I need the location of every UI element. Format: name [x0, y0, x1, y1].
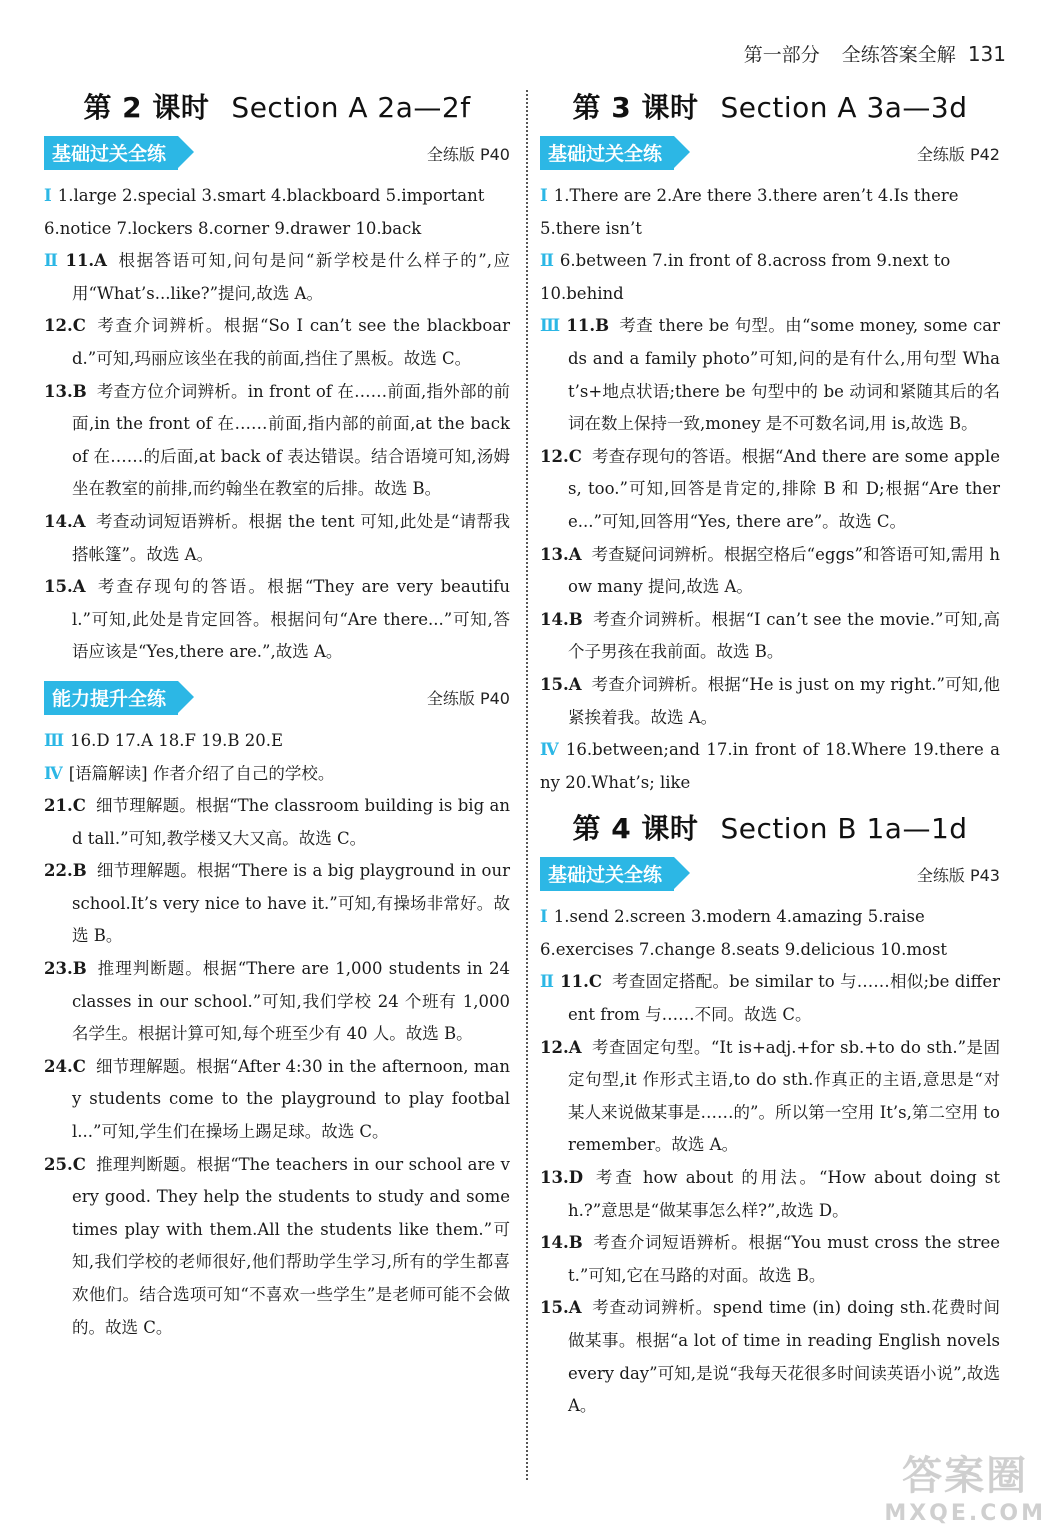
answer-text: 16.D 17.A 18.F 19.B 20.E — [70, 730, 284, 750]
answer-text: 1.large 2.special 3.smart 4.blackboard 5.important — [57, 186, 485, 205]
right-column — [540, 80, 1000, 1423]
answer-explanation: 考查动词短语辨析。根据 the tent 可知,此处是“请帮我搭帐篷”。故选 A。 — [72, 511, 510, 564]
answer-line — [540, 1292, 1000, 1422]
answer-line — [540, 1032, 1000, 1162]
page-reference: 全练版 P40 — [426, 144, 510, 164]
answer-block — [540, 901, 1000, 1423]
answer-line — [44, 180, 510, 213]
answer-line — [540, 539, 1000, 604]
answer-explanation: 考查疑问词辨析。根据空格后“eggs”和答语可知,需用 how many 提问,故选 A。 — [568, 544, 1000, 597]
answer-line — [44, 213, 510, 246]
roman-numeral: Ⅲ — [540, 316, 561, 336]
answer-explanation: 推理判断题。根据“There are 1,000 students in 24 classes in our school.”可知,我们学校 24 个班有 1,000名学生。根据计算可知,每个班至少有 40 人。故选 B。 — [72, 959, 510, 1044]
roman-numeral: Ⅳ — [44, 763, 63, 783]
page-number: 131 — [967, 42, 1006, 66]
question-number: 12.C — [44, 316, 86, 336]
answer-line — [540, 901, 1000, 934]
question-number: 23.B — [44, 959, 87, 979]
question-number: 13.D — [540, 1168, 584, 1188]
question-number: 15.A — [540, 674, 582, 694]
section-badge: 基础过关全练 — [540, 857, 674, 891]
answer-explanation: 考查方位介词辨析。in front of 在……前面,指外部的前面,in the front of 在……前面,指内部的前面,at the back of 在……的后面,at back of 表达错误。结合语境可知,汤姆坐在教室的前排,而约翰坐在教室的后排。故选 B。 — [72, 381, 510, 499]
answer-explanation: 考查动词辨析。spend time (in) doing sth.花费时间做某事。根据“a lot of time in reading English novels every day”可知,是说“我每天花很多时间读英语小说”,故选 A。 — [568, 1298, 1000, 1416]
roman-numeral: Ⅱ — [540, 972, 555, 992]
column-divider — [526, 90, 528, 1480]
answer-line — [44, 310, 510, 375]
answer-explanation: 考查 there be 句型。由“some money, some cards and a family photo”可知,问的是有什么,用句型 What’s+地点状语;there be 句型中的 be 动词和紧随其后的名词在数上保持一致,money 是不可数名词,用 is,故选 B。 — [568, 316, 1001, 434]
answer-line — [44, 571, 510, 669]
lesson-title — [540, 86, 1000, 126]
answer-text: 6.between 7.in front of 8.across from 9.next to — [559, 251, 951, 271]
section-bar — [44, 681, 510, 715]
answer-line — [540, 310, 1000, 440]
lesson-section: Section A 3a—3d — [720, 91, 968, 124]
answer-line — [44, 1051, 510, 1149]
roman-numeral: Ⅲ — [44, 730, 65, 750]
answer-explanation: 细节理解题。根据“The classroom building is big and tall.”可知,教学楼又大又高。故选 C。 — [72, 796, 510, 848]
roman-numeral: Ⅱ — [44, 251, 60, 271]
answer-text: 16.between;and 17.in front of 18.Where 19.there any 20.What’s; like — [540, 740, 1000, 792]
answer-explanation: 考查介词辨析。根据“I can’t see the movie.”可知,高个子男孩在我前面。故选 B。 — [568, 609, 1000, 662]
answer-explanation: 考查介词辨析。根据“So I can’t see the blackboard.”可知,玛丽应该坐在我的前面,挡住了黑板。故选 C。 — [72, 316, 510, 368]
answer-line — [540, 734, 1000, 799]
answer-line — [540, 180, 1000, 213]
lesson-name: 第 2 课时 — [83, 91, 210, 124]
left-column — [44, 80, 510, 1344]
answer-text: 6.notice 7.lockers 8.corner 9.drawer 10.back — [44, 218, 422, 238]
question-number: 14.B — [540, 1233, 583, 1253]
answer-line — [44, 725, 510, 758]
answer-line — [540, 441, 1000, 539]
roman-numeral: Ⅰ — [540, 907, 548, 927]
answer-text: 6.exercises 7.change 8.seats 9.delicious 10.most — [540, 939, 948, 959]
answer-text: 1.There are 2.Are there 3.there aren’t 4.Is there — [553, 186, 959, 205]
question-number: 11.A — [65, 251, 107, 271]
question-number: 11.B — [566, 316, 610, 336]
answer-line — [540, 245, 1000, 278]
question-number: 25.C — [44, 1154, 86, 1174]
answer-explanation: 考查 how about 的用法。“How about doing sth.?”意思是“做某事怎么样?”,故选 D。 — [568, 1168, 1000, 1220]
section-badge: 基础过关全练 — [540, 136, 674, 170]
answer-explanation: 考查存现句的答语。根据“They are very beautiful.”可知,此处是肯定回答。根据问句“Are there...”可知,答语应该是“Yes,there are.”,故选 A。 — [72, 577, 510, 662]
header-part: 第一部分 — [743, 44, 820, 66]
answer-explanation: 考查介词辨析。根据“He is just on my right.”可知,他紧挨着我。故选 A。 — [568, 674, 1000, 727]
page-reference: 全练版 P43 — [916, 865, 1000, 885]
question-number: 12.C — [540, 446, 582, 466]
answer-explanation: 细节理解题。根据“There is a big playground in our school.It’s very nice to have it.”可知,有操场非常好。故选 B。 — [72, 861, 510, 946]
watermark-text: 答案圈 — [902, 1453, 1029, 1499]
section-badge: 能力提升全练 — [44, 681, 178, 715]
lesson-name: 第 3 课时 — [572, 91, 699, 124]
answer-explanation: 考查存现句的答语。根据“And there are some apples, too.”可知,回答是肯定的,排除 B 和 D;根据“Are there...”可知,回答用“Yes, there are”。故选 C。 — [568, 446, 1000, 531]
answer-line — [540, 966, 1000, 1031]
page-reference: 全练版 P40 — [426, 689, 510, 709]
passage-summary: [语篇解读] 作者介绍了自己的学校。 — [68, 763, 335, 783]
roman-numeral: Ⅱ — [540, 251, 554, 271]
answer-line — [540, 1227, 1000, 1292]
answer-line — [44, 1149, 510, 1345]
answer-block — [44, 180, 510, 669]
answer-explanation: 细节理解题。根据“After 4:30 in the afternoon, many students come to the playground to play football...”可知,学生们在操场上踢足球。故选 C。 — [72, 1056, 510, 1142]
section-badge: 基础过关全练 — [44, 136, 178, 170]
answer-line — [540, 669, 1000, 734]
question-number: 13.A — [540, 544, 582, 564]
answer-line — [540, 278, 1000, 311]
section-bar — [44, 136, 510, 170]
answer-line — [540, 604, 1000, 669]
lesson-section: Section A 2a—2f — [231, 91, 471, 124]
answer-line — [44, 855, 510, 953]
watermark-logo — [884, 1444, 1046, 1526]
question-number: 11.C — [560, 972, 602, 992]
answer-line — [540, 213, 1000, 246]
question-number: 13.B — [44, 381, 87, 401]
question-number: 15.A — [44, 577, 86, 597]
answer-explanation: 根据答语可知,问句是问“新学校是什么样子的”,应用“What’s...like?”提问,故选 A。 — [72, 251, 510, 303]
question-number: 14.B — [540, 609, 583, 629]
answer-line — [44, 790, 510, 855]
answer-line — [44, 376, 510, 506]
roman-numeral: Ⅳ — [540, 740, 560, 760]
answer-text: 5.there isn’t — [540, 218, 642, 238]
answer-explanation: 考查固定句型。“It is+adj.+for sb.+to do sth.”是固定句型,it 作形式主语,to do sth.作真正的主语,意思是“对某人来说做某事是……的”。所以第一空用 It’s,第二空用 to remember。故选 A。 — [568, 1037, 1000, 1155]
section-bar — [540, 136, 1000, 170]
section-bar — [540, 857, 1000, 891]
header-title: 全练答案全解 — [841, 44, 956, 66]
question-number: 24.C — [44, 1056, 86, 1076]
question-number: 12.A — [540, 1037, 582, 1057]
roman-numeral: Ⅰ — [44, 186, 52, 205]
question-number: 22.B — [44, 861, 87, 881]
answer-line — [540, 1162, 1000, 1227]
answer-explanation: 考查介词短语辨析。根据“You must cross the street.”可知,它在马路的对面。故选 B。 — [568, 1233, 1000, 1285]
lesson-name: 第 4 课时 — [572, 812, 699, 846]
page-reference: 全练版 P42 — [916, 144, 1000, 164]
answer-line — [44, 953, 510, 1051]
answer-line — [44, 506, 510, 571]
answer-text: 10.behind — [540, 283, 624, 303]
answer-text: 1.send 2.screen 3.modern 4.amazing 5.raise — [553, 907, 925, 927]
answer-line — [540, 934, 1000, 967]
page-header — [744, 40, 1006, 67]
question-number: 15.A — [540, 1298, 582, 1318]
lesson-title — [540, 807, 1000, 847]
roman-numeral: Ⅰ — [540, 186, 548, 205]
lesson-section: Section B 1a—1d — [720, 812, 968, 846]
answer-explanation: 推理判断题。根据“The teachers in our school are very good. They help the students to study and sometimes play with them.All the students like them.”可知,我们学校的老师很好,他们帮助学生学习,所有的学生都喜欢他们。结合选项可知“不喜欢一些学生”是老师可能不会做的。故选 C。 — [72, 1154, 510, 1337]
question-number: 14.A — [44, 511, 86, 531]
answer-line — [44, 245, 510, 310]
answer-explanation: 考查固定搭配。be similar to 与……相似;be different from 与……不同。故选 C。 — [568, 972, 1001, 1025]
answer-block — [44, 725, 510, 1344]
answer-line — [44, 758, 510, 791]
lesson-title — [44, 86, 510, 126]
watermark-url: MXQE.COM — [884, 1501, 1046, 1526]
answer-block — [540, 180, 1000, 799]
question-number: 21.C — [44, 796, 86, 816]
